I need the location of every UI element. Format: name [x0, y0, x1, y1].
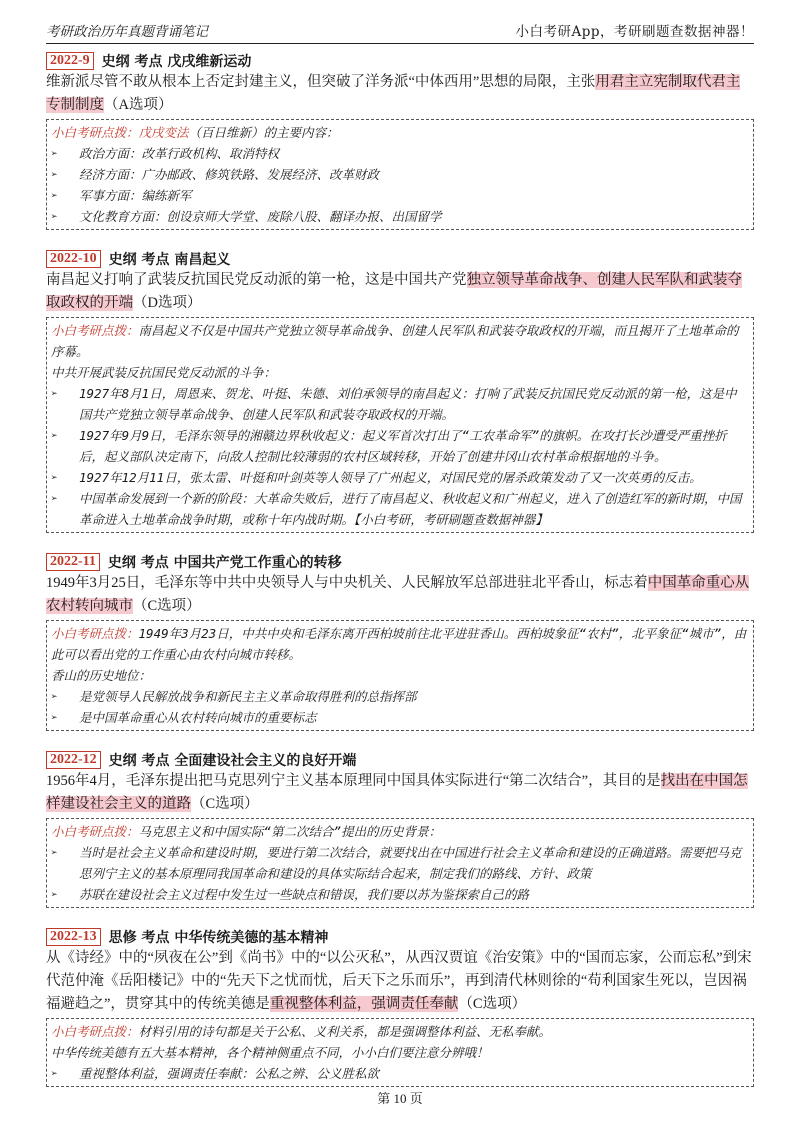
list-item: ➢ 苏联在建设社会主义过程中发生过一些缺点和错误，我们要以苏为鉴探索自己的路 [51, 884, 747, 905]
page-number: 第 10 页 [377, 1091, 423, 1106]
arrow-bullet-icon: ➢ [51, 711, 58, 724]
section [46, 927, 754, 1087]
section-title: 史纲 考点 中国共产党工作重心的转移 [107, 555, 342, 571]
section-title: 史纲 考点 南昌起义 [108, 252, 231, 268]
section [46, 249, 754, 533]
list-item: ➢ 1927年8月1日，周恩来、贺龙、叶挺、朱德、刘伯承领导的南昌起义：打响了武装反抗国民党反动派的第一枪，这是中国共产党独立领导革命战争、创建人民军队和武装夺取政权的开端。 [51, 383, 747, 425]
page-content [46, 48, 754, 1087]
section-title-row [46, 927, 754, 947]
arrow-bullet-icon: ➢ [51, 888, 58, 901]
section-body: 维新派尽管不敢从根本上否定封建主义，但突破了洋务派“中体西用”思想的局限，主张用君主立宪制取代君主专制制度（A选项） [46, 74, 741, 113]
section-body: 南昌起义打响了武装反抗国民党反动派的第一枪，这是中国共产党独立领导革命战争、创建人民军队和武装夺取政权的开端（D选项） [46, 272, 742, 311]
question-code: 2022-9 [46, 52, 94, 70]
arrow-bullet-icon: ➢ [51, 690, 58, 703]
highlight: 中国革命重心从农村转向城市 [46, 575, 750, 614]
tip-box: 小白考研点拨：1949年3月23日，中共中央和毛泽东离开西柏坡前往北平进驻香山。西柏坡象征“农村”，北平象征“城市”，由此可以看出党的工作重心由农村向城市转移。 香山的历史地位： ➢ 是党领导人民解放战争和新民主主义革命取得胜利的总指挥部 ➢ 是中国革命重心从农村转向城市的重要标志 [46, 620, 754, 731]
list-item: ➢ 1927年9月9日，毛泽东领导的湘赣边界秋收起义：起义军首次打出了“工农革命军”的旗帜。在攻打长沙遭受严重挫折后，起义部队决定南下，向敌人控制比较薄弱的农村区域转移，开始了创建井冈山农村革命根据地的斗争。 [51, 425, 747, 467]
highlight: 用君主立宪制取代君主专制制度 [46, 74, 741, 113]
question-code: 2022-12 [46, 751, 101, 769]
section-title-row [46, 552, 754, 572]
list-item: ➢ 文化教育方面：创设京师大学堂、废除八股、翻译办报、出国留学 [51, 206, 747, 227]
arrow-bullet-icon: ➢ [51, 210, 58, 223]
tip-label: 小白考研点拨： [51, 824, 139, 839]
question-code: 2022-13 [46, 928, 101, 946]
list-item: ➢ 重视整体利益，强调责任奉献：公私之辨、公义胜私欲 [51, 1063, 747, 1084]
list-item: ➢ 政治方面：改革行政机构、取消特权 [51, 143, 747, 164]
section-title-row [46, 51, 754, 71]
arrow-bullet-icon: ➢ [51, 168, 58, 181]
arrow-bullet-icon: ➢ [51, 846, 58, 859]
tip-label: 小白考研点拨： [51, 323, 139, 338]
section-body: 从《诗经》中的“夙夜在公”到《尚书》中的“以公灭私”，从西汉贾谊《治安策》中的“国而忘家，公而忘私”到宋代范仲淹《岳阳楼记》中的“先天下之忧而忧，后天下之乐而乐”，再到清代林则徐的“苟利国家生死以，岂因祸福避趋之”，贯穿其中的传统美德是重视整体利益，强调责任奉献（C选项） [46, 950, 752, 1012]
arrow-bullet-icon: ➢ [51, 1067, 58, 1080]
highlight: 重视整体利益，强调责任奉献 [269, 996, 459, 1012]
section-title: 史纲 考点 戊戌维新运动 [101, 54, 252, 70]
tip-box: 小白考研点拨：材料引用的诗句都是关于公私、义利关系，都是强调整体利益、无私奉献。 中华传统美德有五大基本精神，各个精神侧重点不同，小小白们要注意分辨哦！ ➢ 重视整体利益，强调责任奉献：公私之辨、公义胜私欲 [46, 1018, 754, 1087]
arrow-bullet-icon: ➢ [51, 492, 58, 505]
tip-box: 小白考研点拨：南昌起义不仅是中国共产党独立领导革命战争、创建人民军队和武装夺取政权的开端，而且揭开了土地革命的序幕。 中共开展武装反抗国民党反动派的斗争： ➢ 1927年8月1日，周恩来、贺龙、叶挺、朱德、刘伯承领导的南昌起义：打响了武装反抗国民党反动派的第一枪，这是中国共产党独立领导革命战争、创建人民军队和武装夺取政权的开端。 ➢ 1927年9月9日，毛泽东领导的湘赣边界秋收起义：起义军首次打出了“工农革命军”的旗帜。在攻打长沙遭受严重挫折后，起义部队决定南下，向敌人控制比较薄弱的农村区域转移，开始了创建井冈山农村革命根据地的斗争。 ➢ 1927年12月11日，张太雷、叶挺和叶剑英等人领导了广州起义，对国民党的屠杀政策发动了又一次英勇的反击。 ➢ 中国革命发展到一个新的阶段：大革命失败后，进行了南昌起义、秋收起义和广州起义，进入了创造红军的新时期，中国革命进入土地革命战争时期，或称十年内战时期。【小白考研，考研刷题查数据神器】 [46, 317, 754, 533]
tip-box: 小白考研点拨：戊戌变法（百日维新）的主要内容： ➢ 政治方面：改革行政机构、取消特权 ➢ 经济方面：广办邮政、修筑铁路、发展经济、改革财政 ➢ 军事方面：编练新军 ➢ 文化教育方面：创设京师大学堂、废除八股、翻译办报、出国留学 [46, 119, 754, 230]
list-item: ➢ 经济方面：广办邮政、修筑铁路、发展经济、改革财政 [51, 164, 747, 185]
section-title: 思修 考点 中华传统美德的基本精神 [108, 930, 329, 946]
arrow-bullet-icon: ➢ [51, 147, 58, 160]
section-body: 1949年3月25日，毛泽东等中共中央领导人与中央机关、人民解放军总部进驻北平香山，标志着中国革命重心从农村转向城市（C选项） [46, 575, 750, 614]
arrow-bullet-icon: ➢ [51, 429, 58, 442]
tip-label: 小白考研点拨： [51, 125, 139, 140]
page-header [46, 18, 754, 44]
list-item: ➢ 当时是社会主义革命和建设时期，要进行第二次结合，就要找出在中国进行社会主义革命和建设的正确道路。需要把马克思列宁主义的基本原理同我国革命和建设的具体实际结合起来，制定我们的路线、方针、政策 [51, 842, 747, 884]
section-title-row [46, 249, 754, 269]
list-item: ➢ 1927年12月11日，张太雷、叶挺和叶剑英等人领导了广州起义，对国民党的屠杀政策发动了又一次英勇的反击。 [51, 467, 747, 488]
tip-label: 小白考研点拨： [51, 1024, 139, 1039]
arrow-bullet-icon: ➢ [51, 189, 58, 202]
section-title-row [46, 750, 754, 770]
list-item: ➢ 是党领导人民解放战争和新民主主义革命取得胜利的总指挥部 [51, 686, 747, 707]
section-title: 史纲 考点 全面建设社会主义的良好开端 [108, 753, 357, 769]
header-left-title: 考研政治历年真题背诵笔记 [46, 24, 208, 40]
highlight: 独立领导革命战争、创建人民军队和武装夺取政权的开端 [46, 272, 742, 311]
list-item: ➢ 是中国革命重心从农村转向城市的重要标志 [51, 707, 747, 728]
arrow-bullet-icon: ➢ [51, 471, 58, 484]
question-code: 2022-11 [46, 553, 100, 571]
arrow-bullet-icon: ➢ [51, 387, 58, 400]
header-right-slogan: 小白考研App，考研刷题查数据神器！ [515, 24, 754, 40]
highlight: 找出在中国怎样建设社会主义的道路 [46, 773, 748, 812]
list-item: ➢ 中国革命发展到一个新的阶段：大革命失败后，进行了南昌起义、秋收起义和广州起义，进入了创造红军的新时期，中国革命进入土地革命战争时期，或称十年内战时期。【小白考研，考研刷题查数据神器】 [51, 488, 747, 530]
list-item: ➢ 军事方面：编练新军 [51, 185, 747, 206]
tip-label: 小白考研点拨： [51, 626, 139, 641]
section-body: 1956年4月，毛泽东提出把马克思列宁主义基本原理同中国具体实际进行“第二次结合”，其目的是找出在中国怎样建设社会主义的道路（C选项） [46, 773, 748, 812]
section [46, 750, 754, 908]
question-code: 2022-10 [46, 250, 101, 268]
tip-box: 小白考研点拨：马克思主义和中国实际“第二次结合”提出的历史背景： ➢ 当时是社会主义革命和建设时期，要进行第二次结合，就要找出在中国进行社会主义革命和建设的正确道路。需要把马克思列宁主义的基本原理同我国革命和建设的具体实际结合起来，制定我们的路线、方针、政策 ➢ 苏联在建设社会主义过程中发生过一些缺点和错误，我们要以苏为鉴探索自己的路 [46, 818, 754, 908]
section [46, 552, 754, 731]
section [46, 51, 754, 230]
